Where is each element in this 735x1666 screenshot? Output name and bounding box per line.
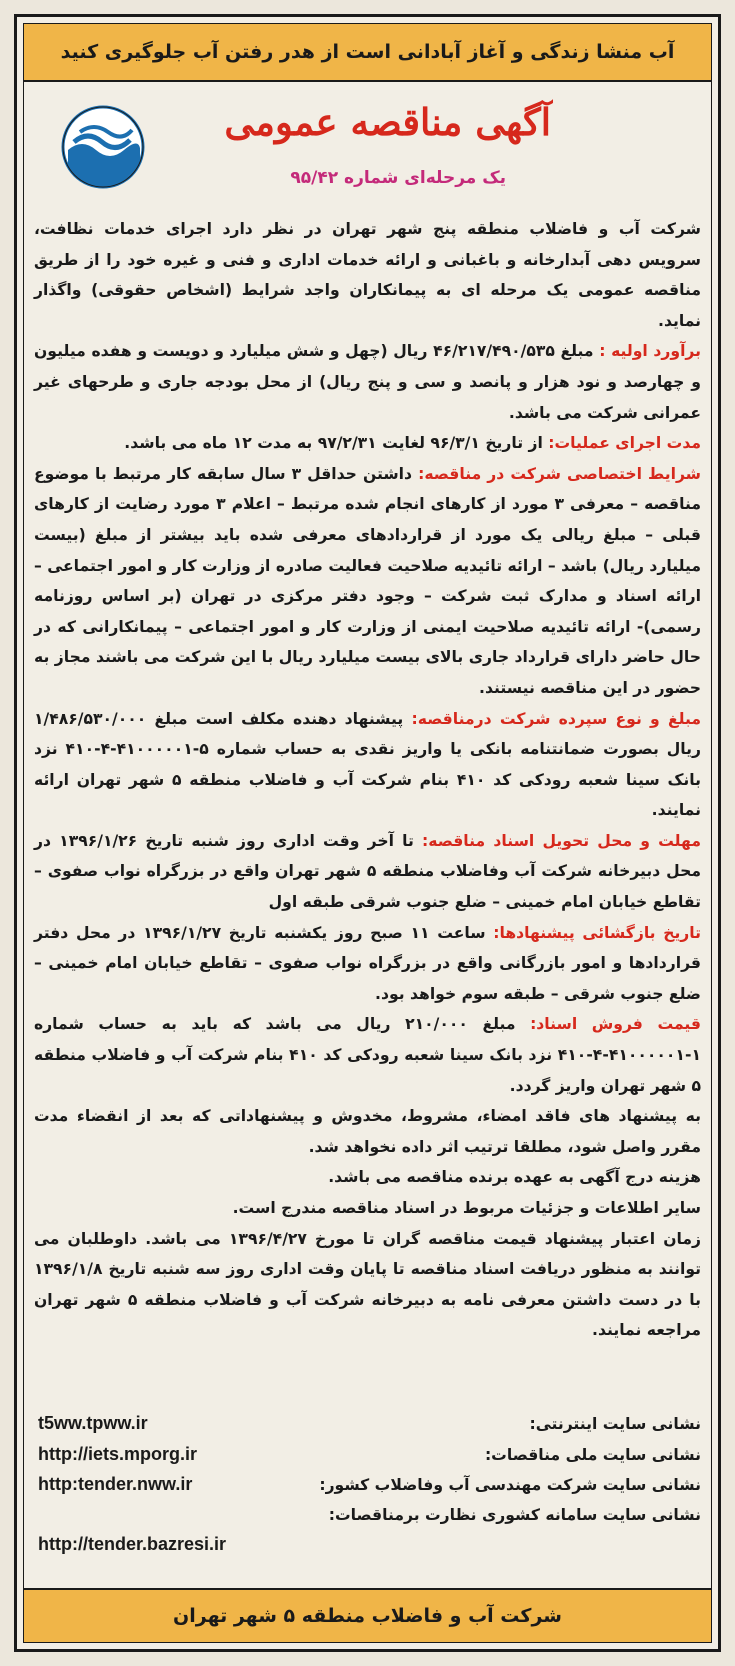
section-label: مبلغ و نوع سپرده شرکت درمناقصه: <box>411 709 701 728</box>
link-url-bazresi[interactable]: http://tender.bazresi.ir <box>38 1534 227 1554</box>
section-label: مهلت و محل تحویل اسناد مناقصه: <box>422 831 701 850</box>
note-invalid-bids: به پیشنهاد های فاقد امضاء، مشروط، مخدوش و پیشنهاداتی که بعد از انقضاء مدت مقرر واصل شود، مطلقا ترتیب اثر داده نخواهد شد. <box>34 1107 701 1156</box>
section-text: از تاریخ ۹۶/۳/۱ لغایت ۹۷/۲/۳۱ به مدت ۱۲ ماه می باشد. <box>124 434 549 453</box>
link-label: نشانی سایت شرکت مهندسی آب وفاضلاب کشور: <box>319 1476 701 1494</box>
section-text: داشتن حداقل ۳ سال سابقه کار مرتبط با موضوع مناقصه – معرفی ۳ مورد از کارهای انجام شده مرتبط – اعلام ۳ مورد رضایت از کارهای قبلی – مبلغ ریالی یک مورد از قراردادهای معرفی شده باید بیشتر از مبلغ (بیست میلیارد ریال) باشد – ارائه تائیدیه صلاحیت فعالیت صادره از وزارت کار و امور اجتماعی – ارائه اسناد و مدارک ثبت شرکت – وجود دفتر مرکزی در تهران (بر اساس روزنامه رسمی)- ارائه تائیدیه صلاحیت ایمنی از وزارت کار و امور اجتماعی – پیمانکارانی که در حال حاضر دارای قرارداد جاری بالای بیست میلیارد ریال با این شرکت می باشند مجاز به حضور در این مناقصه نیستند. <box>34 464 702 697</box>
link-url-iets[interactable]: http://iets.mporg.ir <box>38 1443 197 1464</box>
section-estimate <box>34 336 701 428</box>
slogan-band <box>24 24 711 82</box>
footer-company-name: شرکت آب و فاضلاب منطقه ۵ شهر تهران <box>173 1605 562 1627</box>
slogan-text: آب منشا زندگی و آغاز آبادانی است از هدر رفتن آب جلوگیری کنید <box>60 41 675 63</box>
link-label: نشانی سایت ملی مناقصات: <box>484 1445 701 1464</box>
section-label: تاریخ بازگشائی پیشنهادها: <box>493 923 701 942</box>
section-label: شرایط اختصاصی شرکت در مناقصه: <box>418 464 701 483</box>
note-ad-cost: هزینه درج آگهی به عهده برنده مناقصه می باشد. <box>328 1168 701 1187</box>
note-validity: زمان اعتبار پیشنهاد قیمت مناقصه گران تا مورخ ۱۳۹۶/۴/۲۷ می باشد. داوطلبان می توانند به منظور دریافت اسناد مناقصه تا پایان وقت اداری روز سه شنبه تاریخ ۱۳۹۶/۱/۸ با در دست داشتن معرفی نامه به دبیرخانه شرکت آب و فاضلاب منطقه ۵ شهر تهران مراجعه نمایند. <box>34 1229 701 1340</box>
section-opening <box>34 918 701 1010</box>
link-label: نشانی سایت اینترنتی: <box>529 1415 701 1433</box>
section-duration <box>34 428 701 459</box>
section-label: برآورد اولیه : <box>599 342 701 361</box>
advertisement-frame <box>14 14 721 1652</box>
header <box>24 82 711 210</box>
link-url-site[interactable]: t5ww.tpww.ir <box>38 1413 148 1433</box>
section-text: مبلغ ۲۱۰/۰۰۰ ریال می باشد که باید به حساب شماره ۱-۴۱۰۰۰۰۰۱-۴-۴۱۰ نزد بانک سینا شعبه رودکی کد ۴۱۰ بنام شرکت آب و فاضلاب منطقه ۵ شهر تهران واریز گردد. <box>34 1015 701 1095</box>
page-title: آگهی مناقصه عمومی <box>224 100 551 144</box>
section-text: ساعت ۱۱ صبح روز یکشنبه تاریخ ۱۳۹۶/۱/۲۷ در محل دفتر قراردادها و امور بازرگانی واقع در بزرگراه نواب صفوی – تقاطع خیابان امام خمینی – ضلع جنوب شرقی – طبقه سوم خواهد بود. <box>34 923 701 1003</box>
link-url-nww[interactable]: http:tender.nww.ir <box>38 1474 193 1494</box>
tender-number: یک مرحله‌ای شماره ۹۵/۴۲ <box>290 168 506 188</box>
advertisement-body <box>34 214 701 1346</box>
link-row <box>38 1470 701 1501</box>
link-row <box>38 1440 701 1471</box>
section-text: تا آخر وقت اداری روز شنبه تاریخ ۱۳۹۶/۱/۲۶ در محل دبیرخانه شرکت آب وفاضلاب منطقه ۵ شهر تهران واقع در بزرگراه نواب صفوی – تقاطع خیابان امام خمینی – ضلع جنوب شرقی طبقه اول <box>34 831 701 912</box>
section-text: مبلغ ۴۶/۲۱۷/۴۹۰/۵۳۵ ریال (چهل و شش میلیارد و دویست و هفده میلیون و چهارصد و نود هزار و پانصد و سی و پنج ریال) از محل بودجه جاری و طرحهای غیر عمرانی شرکت می باشد. <box>34 342 701 422</box>
note-other-info: سایر اطلاعات و جزئیات مربوط در اسناد مناقصه مندرج است. <box>232 1199 701 1217</box>
link-label: نشانی سایت سامانه کشوری نظارت برمناقصات: <box>328 1505 701 1524</box>
link-row <box>38 1409 701 1440</box>
water-company-logo-icon <box>60 104 146 190</box>
section-text: پیشنهاد دهنده مکلف است مبلغ ۱/۴۸۶/۵۳۰/۰۰۰ ریال بصورت ضمانتنامه بانکی یا واریز نقدی به حساب شماره ۵-۴۱۰۰۰۰۰۱-۴-۴۱۰ نزد بانک سینا شعبه رودکی کد ۴۱۰ بنام شرکت آب و فاضلاب منطقه ۵ شهر تهران ارائه نمایند. <box>34 709 701 820</box>
links-list <box>38 1409 701 1560</box>
section-deadline <box>34 826 701 918</box>
section-label: مدت اجرای عملیات: <box>548 434 701 453</box>
intro-paragraph: شرکت آب و فاضلاب منطقه پنج شهر تهران در نظر دارد اجرای خدمات نظافت، سرویس دهی آبدارخانه و باغبانی و ارائه خدمات اداری و فنی و غیره خود را از طریق مناقصه عمومی یک مرحله ای به پیمانکاران واجد شرایط (اشخاص حقوقی) واگذار نماید. <box>34 220 701 330</box>
section-price <box>34 1009 701 1101</box>
link-row <box>38 1501 701 1531</box>
section-conditions <box>34 459 701 704</box>
footer-band <box>24 1588 711 1642</box>
section-label: قیمت فروش اسناد: <box>530 1015 701 1034</box>
advertisement-inner <box>23 23 712 1643</box>
section-deposit <box>34 704 701 826</box>
